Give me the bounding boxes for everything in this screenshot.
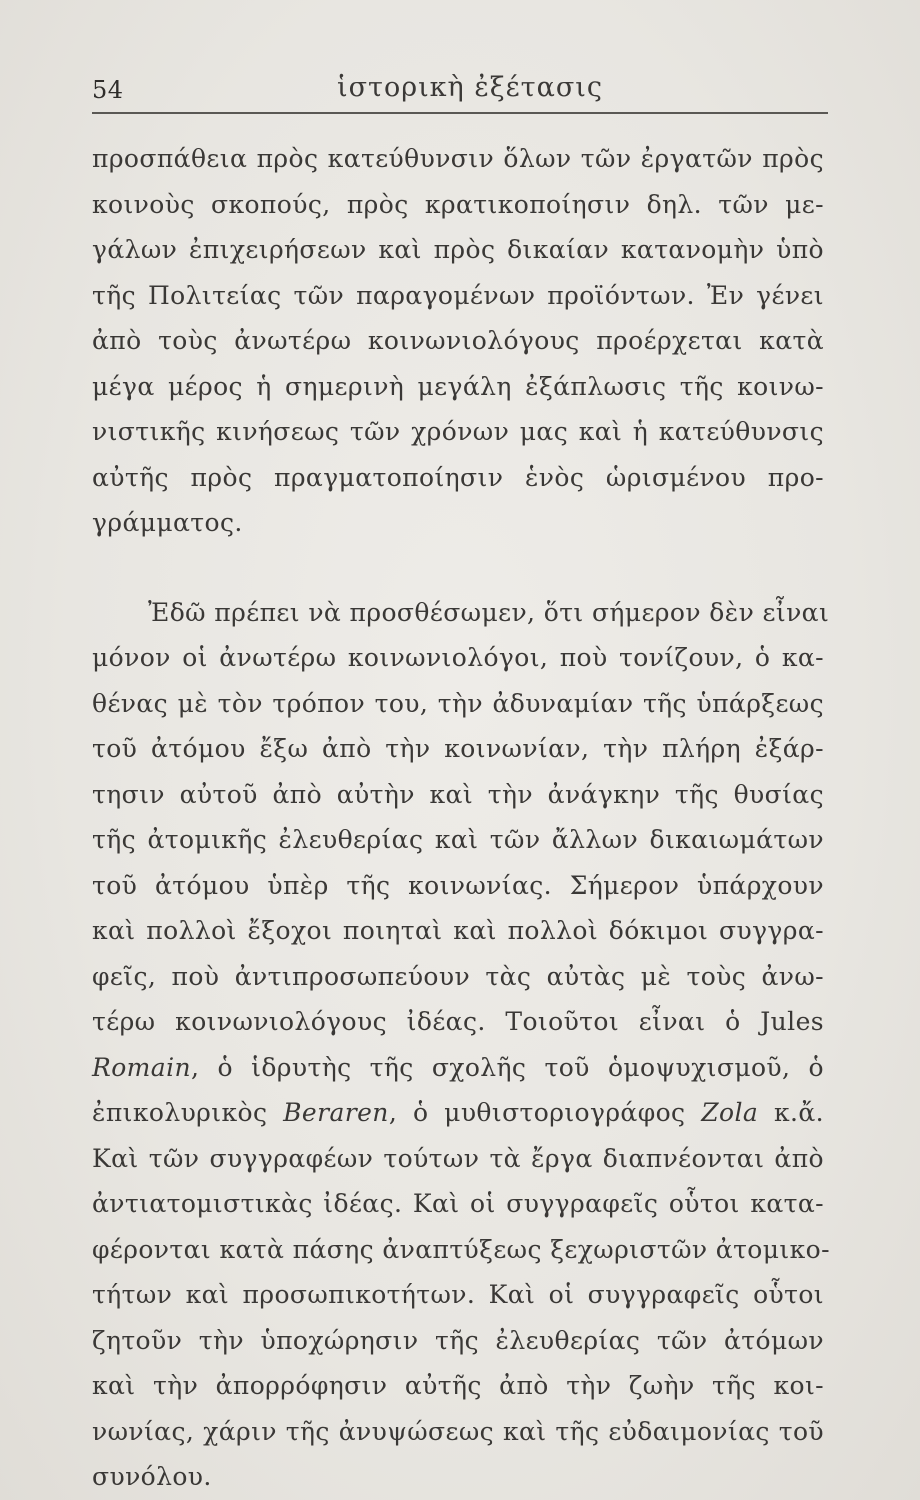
text-line: τῆς Πολιτείας τῶν παραγομένων προϊόντων. Ἐν γένει (92, 280, 824, 310)
text-line: προσπάθεια πρὸς κατεύθυνσιν ὅλων τῶν ἐργατῶν πρὸς (92, 144, 824, 173)
text-line: τήτων καὶ προσωπικοτήτων. Καὶ οἱ συγγραφεῖς οὗτοι (92, 1280, 824, 1309)
text-line: τῆς ἀτομικῆς ἐλευθερίας καὶ τῶν ἄλλων δικαιωμάτων (92, 825, 824, 854)
text-line: καὶ τὴν ἀπορρόφησιν αὐτῆς ἀπὸ τὴν ζωὴν τῆς κοι- (92, 1371, 824, 1400)
italic-name: Beraren (283, 1098, 389, 1127)
text-line: μόνον οἱ ἀνωτέρω κοινωνιολόγοι, ποὺ τονίζουν, ὁ κα- (92, 643, 824, 672)
text-line: αὐτῆς πρὸς πραγματοποίησιν ἑνὸς ὡρισμένου προ- (92, 462, 824, 492)
text-line: γράμματος. (92, 508, 243, 537)
text-line: γάλων ἐπιχειρήσεων καὶ πρὸς δικαίαν κατανομὴν ὑπὸ (92, 235, 824, 264)
text-line: τησιν αὐτοῦ ἀπὸ αὐτὴν καὶ τὴν ἀνάγκην τῆς θυσίας (92, 779, 824, 809)
paragraph-spacing (92, 546, 824, 590)
text-line: ἀντιατομιστικὰς ἰδέας. Καὶ οἱ συγγραφεῖς οὗτοι κατα- (92, 1189, 824, 1218)
italic-name: Zola (701, 1098, 759, 1127)
text-line: μέγα μέρος ἡ σημερινὴ μεγάλη ἐξάπλωσις τῆς κοινω- (92, 371, 824, 401)
text-line: φέρονται κατὰ πάσης ἀναπτύξεως ξεχωριστῶν ἀτομικο- (92, 1234, 830, 1264)
body-text (92, 136, 830, 1500)
paragraph-1 (92, 136, 824, 546)
text-line: νιστικῆς κινήσεως τῶν χρόνων μας καὶ ἡ κατεύθυνσις (92, 417, 824, 446)
text-line: νωνίας, χάριν τῆς ἀνυψώσεως καὶ τῆς εὐδαιμονίας τοῦ (92, 1416, 824, 1446)
text-line: θένας μὲ τὸν τρόπον του, τὴν ἀδυναμίαν τῆς ὑπάρξεως (92, 688, 824, 718)
text-line: τοῦ ἀτόμου ἔξω ἀπὸ τὴν κοινωνίαν, τὴν πλήρη ἐξάρ- (92, 734, 824, 763)
text-line: Ἐδῶ πρέπει νὰ προσθέσωμεν, ὅτι σήμερον δὲν εἶναι (148, 597, 830, 627)
paragraph-2 (92, 590, 830, 1500)
text-line: Romain, ὁ ἱδρυτὴς τῆς σχολῆς τοῦ ὁμοψυχισμοῦ, ὁ (92, 1052, 824, 1082)
text-line: ζητοῦν τὴν ὑποχώρησιν τῆς ἐλευθερίας τῶν ἀτόμων (92, 1325, 824, 1355)
running-head (92, 72, 828, 112)
text-line: τέρω κοινωνιολόγους ἰδέας. Τοιοῦτοι εἶναι ὁ Jules (92, 1007, 824, 1036)
text-line: κοινοὺς σκοπούς, πρὸς κρατικοποίησιν δηλ. τῶν με- (92, 189, 824, 219)
running-title: ἱστορικὴ ἐξέτασις (337, 72, 603, 103)
italic-name: Romain (92, 1052, 191, 1082)
header-rule (92, 112, 828, 114)
text-line: συνόλου. (92, 1462, 212, 1491)
page-number: 54 (92, 76, 124, 104)
text-line: ἀπὸ τοὺς ἀνωτέρω κοινωνιολόγους προέρχεται κατὰ (92, 326, 824, 355)
text-line: καὶ πολλοὶ ἔξοχοι ποιηταὶ καὶ πολλοὶ δόκιμοι συγγρα- (92, 916, 824, 945)
text-line: Καὶ τῶν συγγραφέων τούτων τὰ ἔργα διαπνέονται ἀπὸ (92, 1143, 824, 1173)
text-line: τοῦ ἀτόμου ὑπὲρ τῆς κοινωνίας. Σήμερον ὑπάρχουν (92, 870, 824, 900)
text-line: ἐπικολυρικὸς Beraren, ὁ μυθιστοριογράφος Zola κ.ἄ. (92, 1098, 824, 1127)
text-line: φεῖς, ποὺ ἀντιπροσωπεύουν τὰς αὐτὰς μὲ τοὺς ἀνω- (92, 961, 824, 991)
